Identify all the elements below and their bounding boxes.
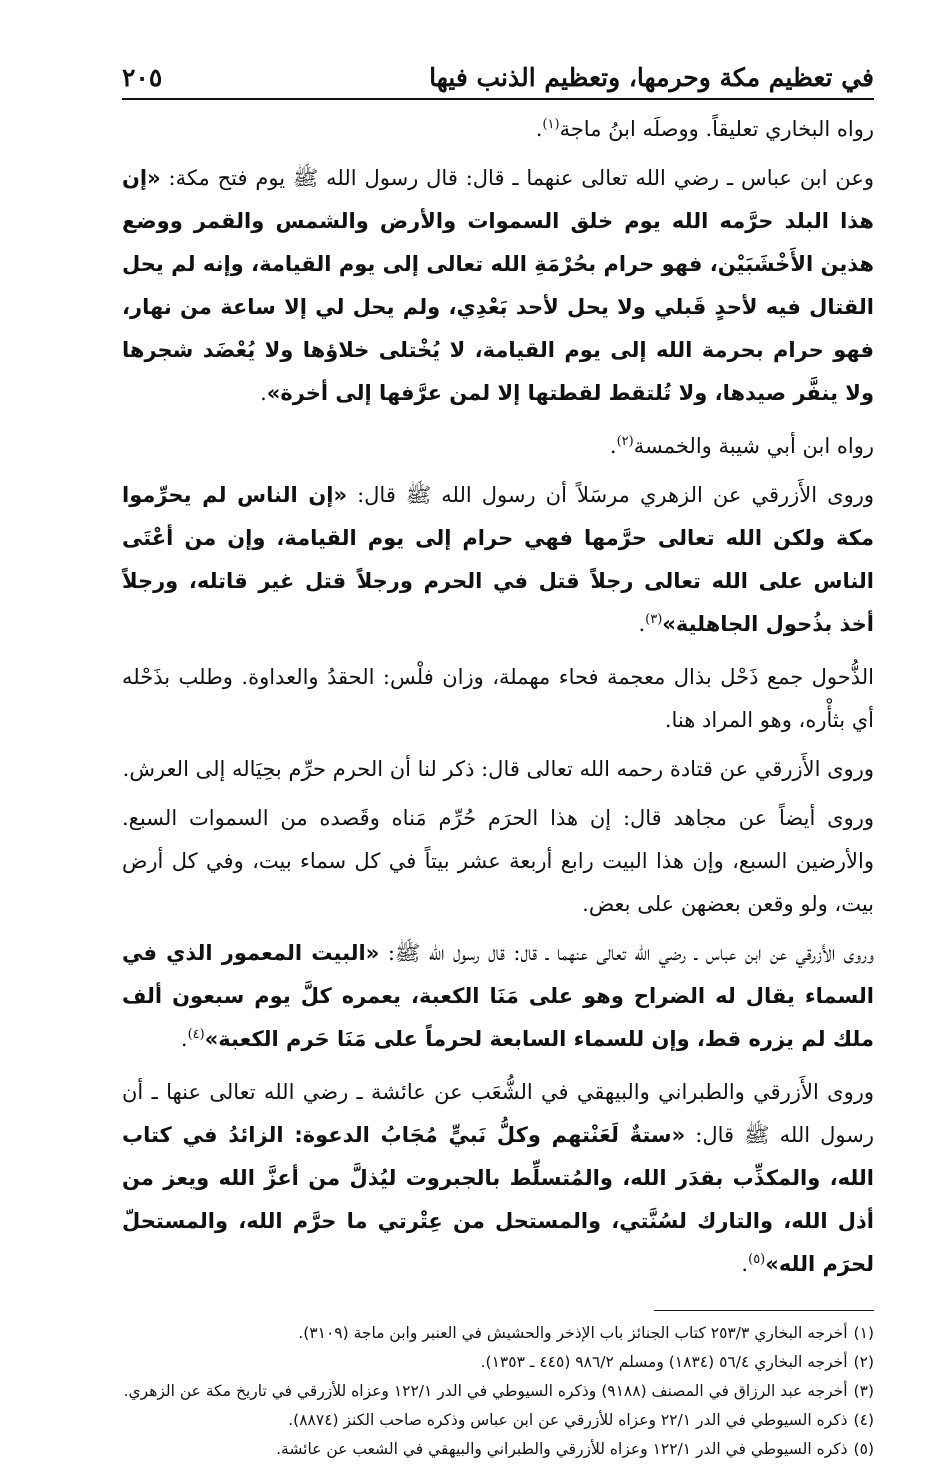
footnote-divider <box>654 1310 874 1311</box>
paragraph-lead: وروى الأَزرقي عن الزهري مرسَلاً أن رسول الله ﷺ قال: <box>347 483 875 507</box>
paragraph-tail: . <box>638 612 646 636</box>
footnote <box>122 1406 874 1435</box>
paragraph <box>122 748 874 791</box>
page-number: ٢٠٥ <box>122 63 163 92</box>
footnotes <box>122 1319 874 1464</box>
paragraph-lead: وروى الأَزرقي والطبراني والبيهقي في الشُّعَب عن عائشة ـ رضي الله تعالى عنها ـ أن رسول الله ﷺ قال: <box>122 1080 874 1147</box>
footnote-ref: (٥) <box>748 1252 766 1267</box>
paragraph-text: رواه البخاري تعليقاً. ووصلَه ابنُ ماجة <box>559 117 874 141</box>
footnote-ref: (٣) <box>645 612 663 627</box>
footnote-text: ذكره السيوطي في الدر ١٢٢/١ وعزاه للأزرقي والطبراني والبيهقي في الشعب عن عائشة. <box>276 1440 848 1458</box>
page-header <box>122 58 874 100</box>
footnote-ref: (٢) <box>616 434 634 449</box>
footnote-text: أخرجه البخاري ٢٥٣/٣ كتاب الجنائز باب الإذخر والحشيش في العنبر وابن ماجة (٣١٠٩). <box>298 1324 848 1342</box>
footnote-text: ذكره السيوطي في الدر ٢٢/١ وعزاه للأزرقي عن ابن عباس وذكره صاحب الكنز (٨٨٧٤). <box>288 1411 848 1429</box>
paragraph-text: رواه ابن أبي شيبة والخمسة <box>633 434 874 458</box>
footnote-number: (١) <box>853 1324 874 1342</box>
running-title: في تعظيم مكة وحرمها، وتعظيم الذنب فيها <box>429 63 874 92</box>
footnote-ref: (٤) <box>187 1027 205 1042</box>
footnote-number: (٣) <box>853 1382 874 1400</box>
footnote <box>122 1377 874 1406</box>
hadith-quote: «إن الناس لم يحرِّموا مكة ولكن الله تعالى حرَّمها فهي حرام إلى يوم القيامة، وإن من أعْتَى الناس على الله تعالى رجلاً قتل في الحرم ورجلاً قتل غير قاتله، ورجلاً أخذ بذُحول الجاهلية» <box>122 483 874 636</box>
paragraph-tail: . <box>260 381 267 405</box>
footnote <box>122 1348 874 1377</box>
paragraph-text: وروى الأَزرقي عن قتادة رحمه الله تعالى قال: ذكر لنا أن الحرم حرِّم بحِيَاله إلى العرش. <box>122 757 874 781</box>
paragraph <box>122 656 874 742</box>
paragraph <box>122 932 874 1061</box>
footnote-ref: (١) <box>542 117 560 132</box>
paragraph <box>122 1071 874 1286</box>
paragraph <box>122 474 874 646</box>
paragraph-tail: . <box>609 434 617 458</box>
footnote <box>122 1319 874 1348</box>
footnote-number: (٢) <box>853 1353 874 1371</box>
footnote-text: أخرجه عبد الرزاق في المصنف (٩١٨٨) وذكره السيوطي في الدر ١٢٢/١ وعزاه للأزرقي في تاريخ مكة عن الزهري. <box>123 1382 848 1400</box>
paragraph-lead: وروى الأَزرقي عن ابن عباس ـ رضي الله تعالى عنهما ـ قال: قال رسول الله ﷺ: <box>379 941 874 965</box>
footnote <box>122 1435 874 1464</box>
paragraph-tail: . <box>741 1252 749 1276</box>
hadith-quote: «إن هذا البلد حرَّمه الله يوم خلق السموات والأرض والشمس والقمر ووضع هذين الأَخْشَبَيْن، فهو حرام بحُرْمَةِ الله تعالى إلى يوم القيامة، وإنه لم يحل القتال فيه لأحدٍ قَبلي ولا يحل لأحد بَعْدِي، ولم يحل لي إلا ساعة من نهار، فهو حرام بحرمة الله إلى يوم القيامة، لا يُخْتلى خلاؤها ولا يُعْضَد شجرها ولا ينفَّر صيدها، ولا تُلتقط لقطتها إلا لمن عرَّفها إلى أخرة» <box>122 166 874 405</box>
paragraph-tail: . <box>180 1027 188 1051</box>
hadith-quote: «ستةٌ لَعَنْتهم وكلُّ نَبيٍّ مُجَابُ الدعوة: الزائدُ في كتاب الله، والمكذِّب بقدَر الله، والمُتسلِّط بالجبروت ليُذلَّ من أعزَّ الله ويعز من أذل الله، والتارك لسُنَّتي، والمستحل من عِتْرتي ما حرَّم الله، والمستحلّ لحرَم الله» <box>122 1123 874 1276</box>
footnote-text: أخرجه البخاري ٥٦/٤ (١٨٣٤) ومسلم ٩٨٦/٢ (٤٤٥ ـ ١٣٥٣). <box>480 1353 848 1371</box>
paragraph-lead: وعن ابن عباس ـ رضي الله تعالى عنهما ـ قال: قال رسول الله ﷺ يوم فتح مكة: <box>160 166 874 190</box>
paragraph <box>122 108 874 151</box>
paragraph-text: وروى أيضاً عن مجاهد قال: إن هذا الحرَم حُرِّم مَناه وقَصده من السموات السبع. والأرضين السبع، وإن هذا البيت رابع أربعة عشر بيتاً في كل سماء بيت، وفي كل أرض بيت، ولو وقعن بعضهن على بعض. <box>122 806 874 916</box>
footnote-number: (٥) <box>853 1440 874 1458</box>
paragraph <box>122 425 874 468</box>
body-text <box>122 108 874 1286</box>
paragraph-tail: . <box>535 117 543 141</box>
footnote-number: (٤) <box>853 1411 874 1429</box>
paragraph <box>122 157 874 415</box>
paragraph-text: الذُّحول جمع ذَحْل بذال معجمة فحاء مهملة، وزان فلْس: الحقدُ والعداوة. وطلب بذَحْله أي بثأْره، وهو المراد هنا. <box>122 665 874 732</box>
paragraph <box>122 797 874 926</box>
hadith-quote: «البيت المعمور الذي في السماء يقال له الضراح وهو على مَنَا الكعبة، يعمره كلَّ يوم سبعون ألف ملك لم يزره قط، وإن للسماء السابعة لحرماً على مَنَا حَرم الكعبة» <box>122 941 874 1051</box>
